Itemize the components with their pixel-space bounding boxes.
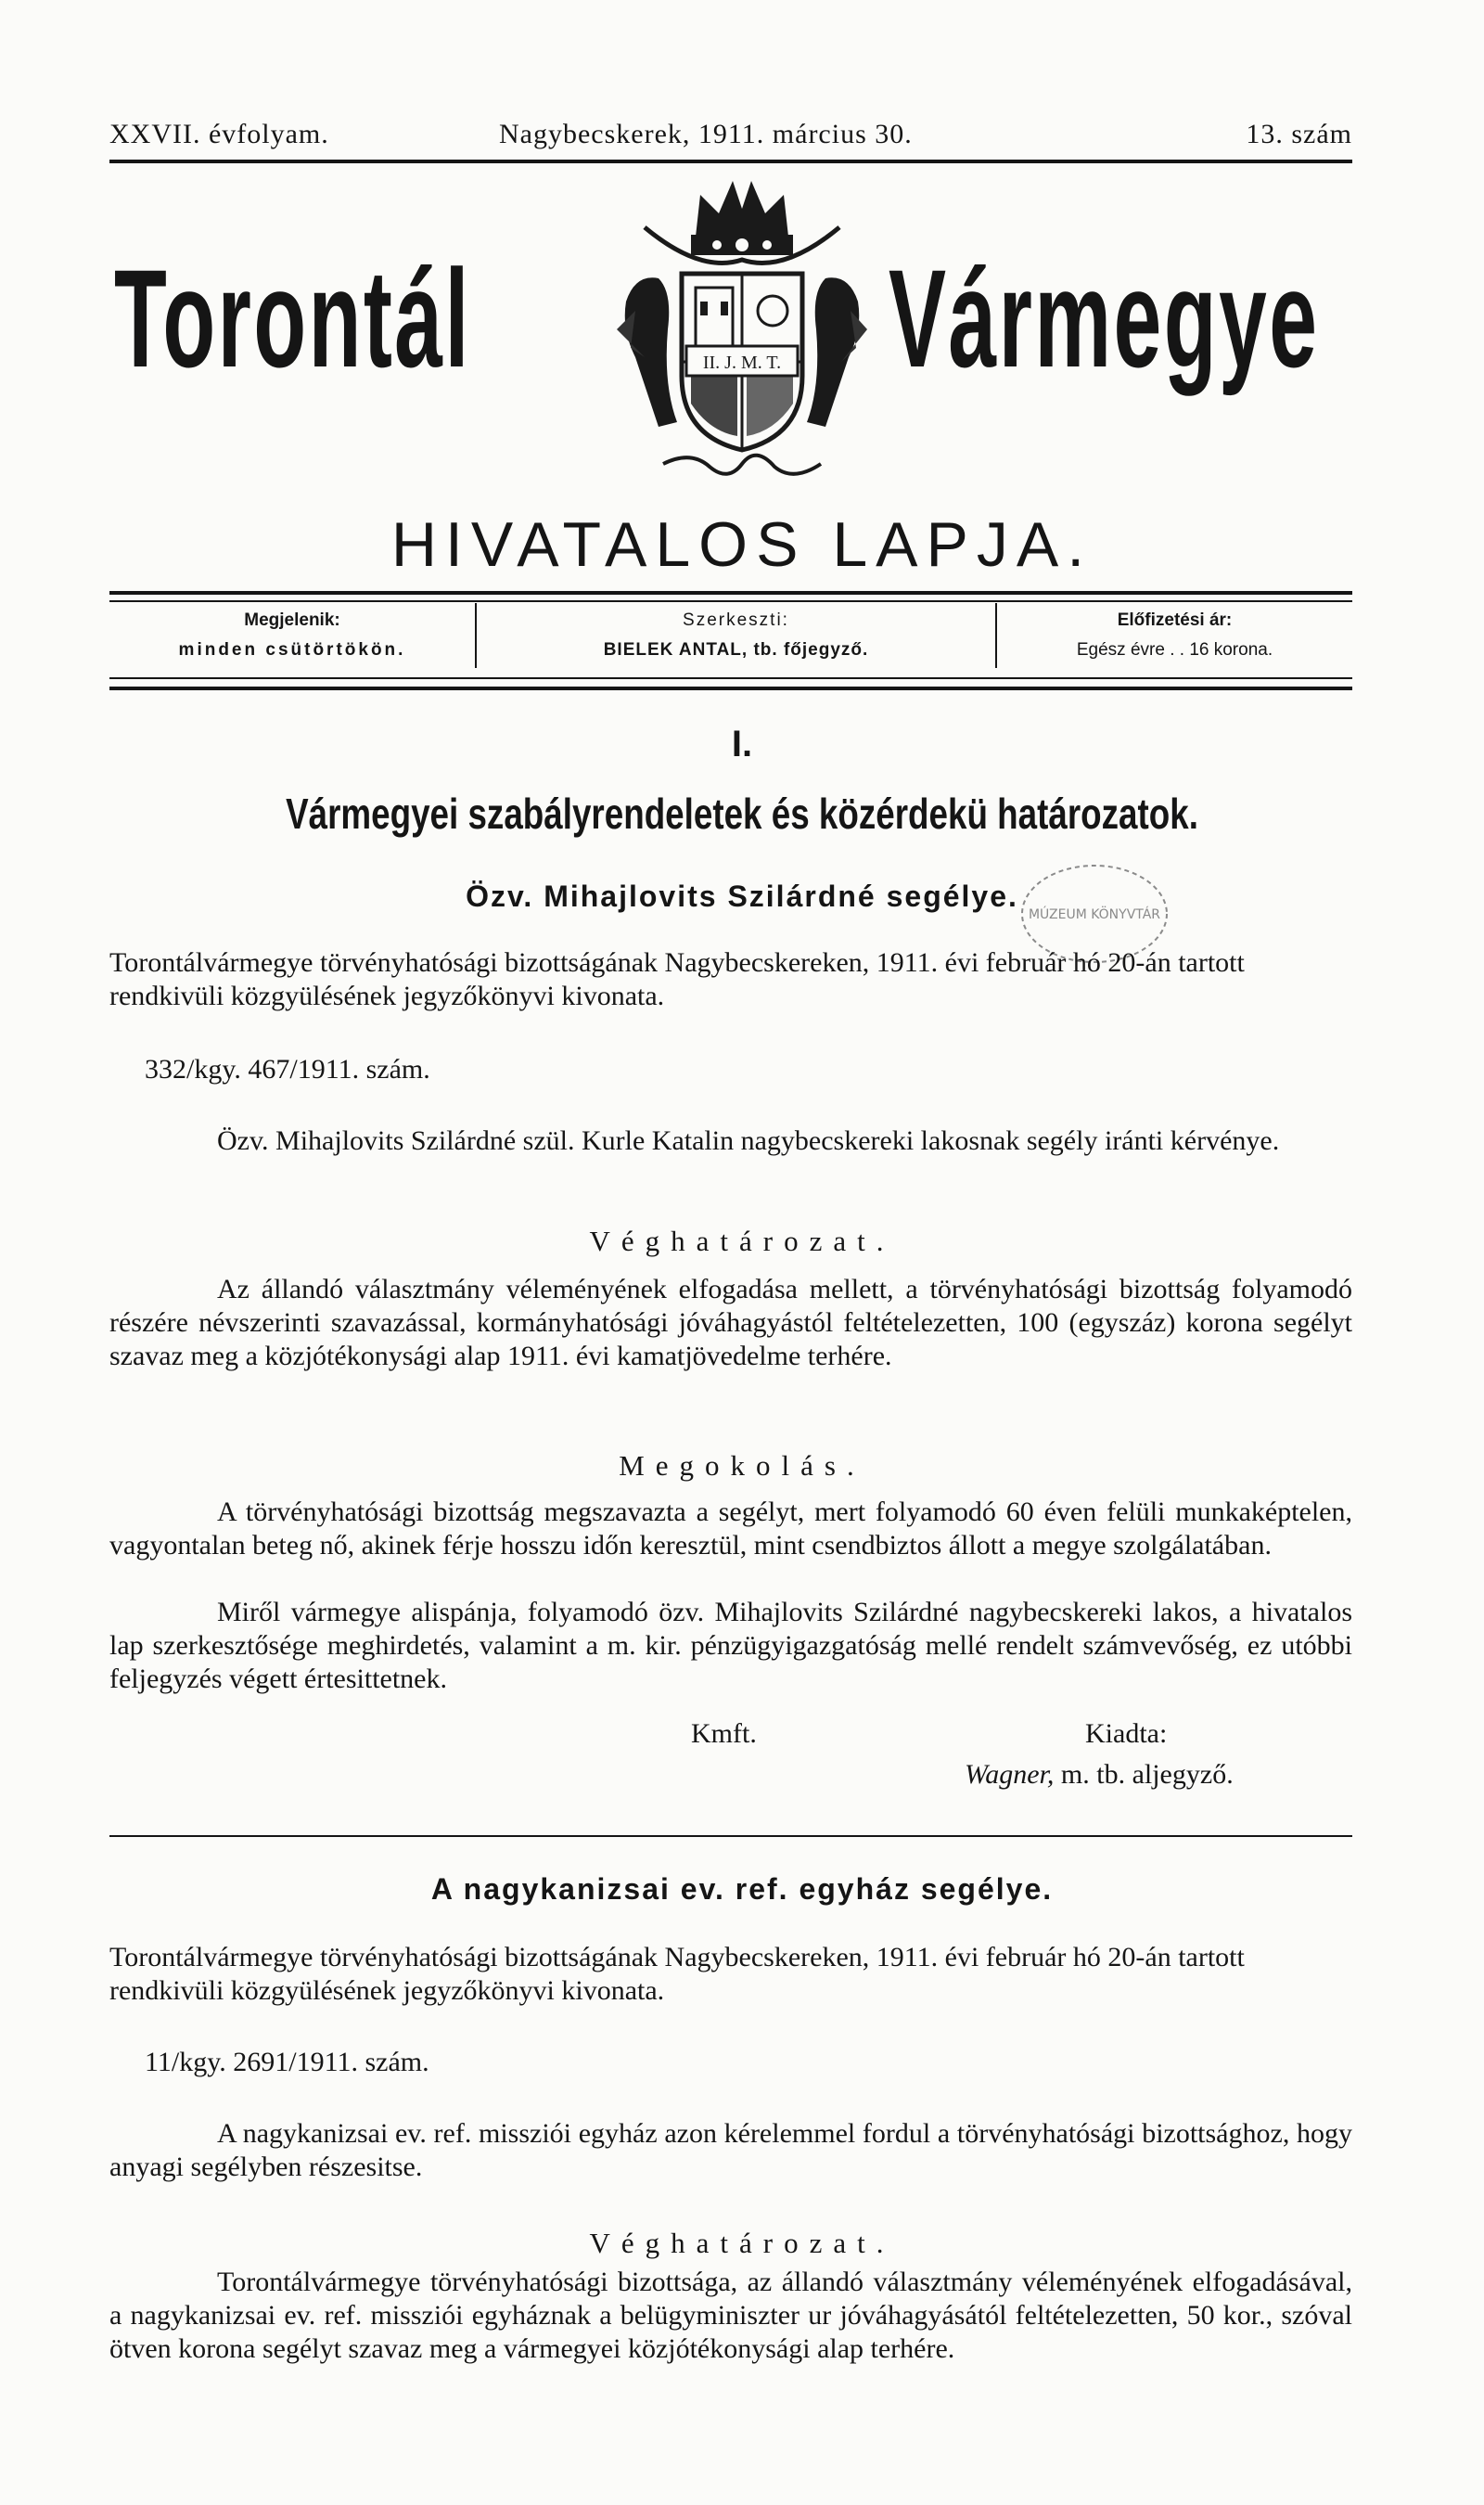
signer-title: m. tb. aljegyző. — [1060, 1759, 1234, 1790]
info-publication-value: minden csütörtökön. — [178, 640, 406, 660]
article2-number: 11/kgy. 2691/1911. szám. — [145, 2047, 429, 2077]
place-date: Nagybecskerek, 1911. március 30. — [499, 119, 913, 149]
article-divider — [109, 1835, 1352, 1837]
masthead-left: Torontál — [114, 240, 471, 396]
article1-intro-text: Torontálvármegye törvényhatósági bizottságának Nagybecskereken, 1911. évi február hó 20-án tartott rendkivüli közgyülésének jegyzőkönyvi kivonata. — [109, 947, 1245, 1011]
section-title: Vármegyei szabályrendeletek és közérdekü határozatok. — [286, 790, 1198, 838]
article1-title: Özv. Mihajlovits Szilárdné segélye. — [466, 880, 1018, 913]
section-number: I. — [731, 724, 753, 764]
article2-intro: Torontálvármegye törvényhatósági bizottságának Nagybecskereken, 1911. évi február hó 20-án tartott rendkivüli közgyülésének jegyzőkönyvi kivonata. — [109, 1942, 1245, 2006]
article2-subject: A nagykanizsai ev. ref. missziói egyház azon kérelemmel fordul a törvényhatósági bizottsághoz, hogy anyagi segélyben részesitse. — [109, 2118, 1352, 2182]
article1-intro — [109, 946, 1352, 1013]
article1-reason-heading: Megokolás. — [619, 1449, 865, 1482]
info-editor-value: BIELEK ANTAL, tb. főjegyző. — [603, 640, 869, 660]
info-editor — [477, 610, 995, 661]
rule — [109, 591, 1352, 595]
rule — [109, 687, 1352, 690]
stamp-text: MÚZEUM KÖNYVTÁR — [1028, 907, 1161, 922]
article2-decision-heading: Véghatározat. — [589, 2227, 895, 2259]
issue-number: 13. szám — [1246, 119, 1352, 149]
kmft-label: Kmft. — [691, 1718, 757, 1749]
crest-banner-text: II. J. M. T. — [702, 353, 782, 373]
article1-decision-heading: Véghatározat. — [589, 1225, 895, 1257]
info-editor-label: Szerkeszti: — [683, 610, 789, 630]
article1-notice: Miről vármegye alispánja, folyamodó özv. Mihajlovits Szilárdné nagybecskereki lakos, a hivatalos lap szerkesztősége meghirdetés, valamint a m. kir. pénzügyigazgatóság mellé rendelt számvevőség, ez utóbbi feljegyzés végett értesittetnek. — [109, 1597, 1352, 1694]
coat-of-arms-icon — [608, 172, 876, 492]
article1-decision: Az állandó választmány véleményének elfogadása mellett, a törvényhatósági bizottság folyamodó részére névszerinti szavazással, kormányhatósági jóváhagyástól feltételezetten, 100 (egyszáz) korona segélyt szavaz meg a közjótékonysági alap 1911. évi kamatjövedelme terhére. — [109, 1274, 1352, 1371]
rule — [109, 600, 1352, 602]
issued-label: Kiadta: — [1085, 1718, 1168, 1749]
info-price-value: Egész évre . . 16 korona. — [1076, 640, 1273, 660]
rule — [109, 677, 1352, 679]
article1-subject: Özv. Mihajlovits Szilárdné szül. Kurle Katalin nagybecskereki lakosnak segély iránti kérvénye. — [217, 1125, 1280, 1156]
article1-reason: A törvényhatósági bizottság megszavazta a segélyt, mert folyamodó 60 éven felüli munkaképtelen, vagyontalan beteg nő, akinek férje hosszu időn keresztül, mint csendbiztos állott a megye szolgálatában. — [109, 1497, 1352, 1561]
article2-title: A nagykanizsai ev. ref. egyház segélye. — [430, 1872, 1054, 1906]
info-price — [997, 610, 1352, 661]
article1-number: 332/kgy. 467/1911. szám. — [145, 1054, 430, 1085]
volume-label: XXVII. évfolyam. — [109, 119, 329, 149]
masthead-right: Vármegye — [889, 240, 1320, 396]
signer-name: Wagner, — [965, 1759, 1055, 1790]
top-rule — [109, 160, 1352, 163]
article2-decision: Torontálvármegye törvényhatósági bizottsága, az állandó választmány véleményének elfogadásával, a nagykanizsai ev. ref. missziói egyháznak a belügyminiszter ur jóváhagyásától feltételezetten, 50 kor., szóval ötven korona segélyt szavaz meg a vármegyei közjótékonysági alap terhére. — [109, 2267, 1352, 2364]
signature-line — [965, 1759, 1234, 1791]
masthead-subtitle: HIVATALOS LAPJA. — [390, 509, 1094, 580]
info-publication — [109, 610, 475, 661]
info-price-label: Előfizetési ár: — [1117, 610, 1233, 630]
info-publication-label: Megjelenik: — [244, 610, 340, 630]
